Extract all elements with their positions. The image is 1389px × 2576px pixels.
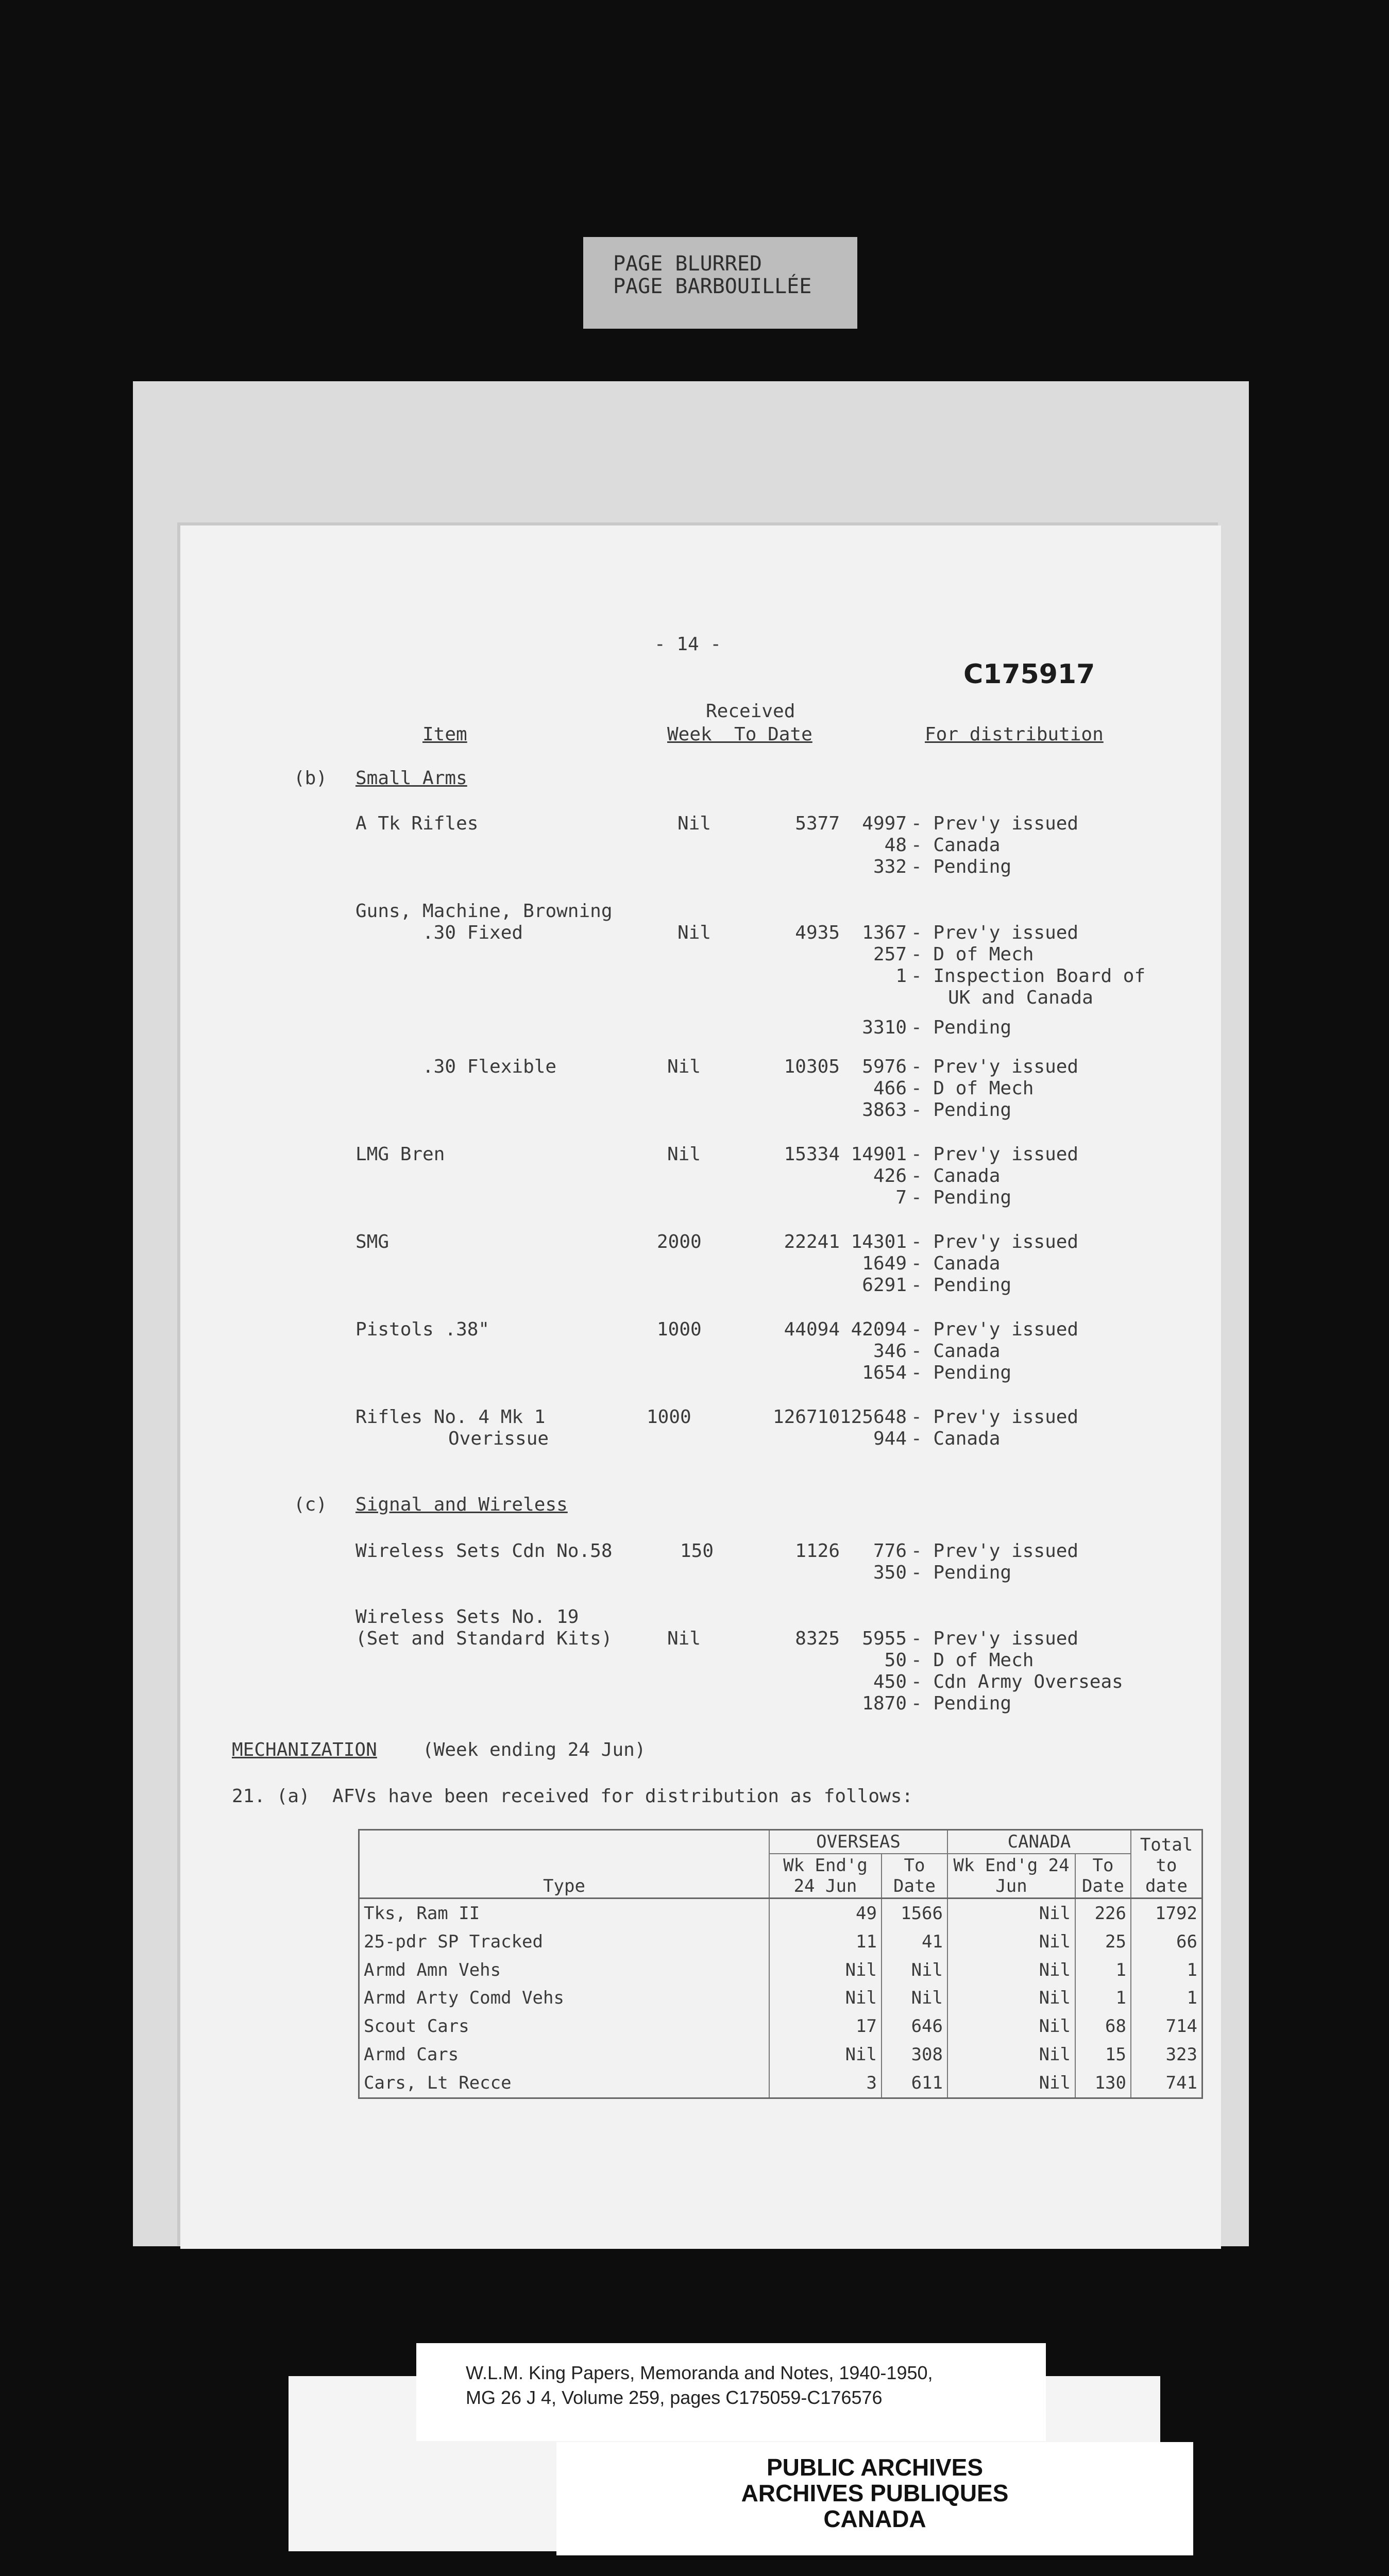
table-row bbox=[359, 1899, 1202, 1928]
item-label: SMG bbox=[355, 1231, 389, 1252]
week-value: Nil bbox=[667, 1144, 701, 1165]
dist-desc: - Pending bbox=[911, 856, 1012, 877]
dist-num: 14901 bbox=[851, 1144, 907, 1165]
dist-desc: - Cdn Army Overseas bbox=[911, 1671, 1123, 1692]
afv-cell: 41 bbox=[882, 1927, 947, 1956]
dist-desc: - Pending bbox=[911, 1362, 1012, 1383]
week-value: Nil bbox=[667, 1628, 701, 1649]
afv-col-canada-to-date: To Date bbox=[1075, 1854, 1131, 1899]
dist-num: 257 bbox=[873, 944, 907, 965]
dist-num: 5955 bbox=[862, 1628, 907, 1649]
week-value: 2000 bbox=[657, 1231, 702, 1252]
dist-desc: - Pending bbox=[911, 1693, 1012, 1714]
afv-cell: Nil bbox=[947, 2041, 1075, 2069]
dist-num: 350 bbox=[873, 1562, 907, 1583]
afv-cell: 25 bbox=[1075, 1927, 1131, 1956]
blur-label-line2: PAGE BARBOUILLÉE bbox=[613, 275, 812, 298]
afv-cell: 1 bbox=[1075, 1984, 1131, 2012]
afv-cell: 17 bbox=[769, 2012, 882, 2041]
dist-num: 1367 bbox=[862, 922, 907, 943]
afv-type-cell: Cars, Lt Recce bbox=[364, 2073, 512, 2094]
to-date-value: 22241 bbox=[784, 1231, 840, 1252]
to-date-value: 4935 bbox=[795, 922, 840, 943]
item-label: LMG Bren bbox=[355, 1144, 445, 1165]
archives-line2: ARCHIVES PUBLIQUES bbox=[741, 2480, 1009, 2506]
dist-desc: - Pending bbox=[911, 1187, 1012, 1208]
citation-line1: W.L.M. King Papers, Memoranda and Notes, 1940-1950, bbox=[466, 2362, 933, 2383]
header-received: Received bbox=[706, 701, 795, 722]
afv-cell: Nil bbox=[947, 2069, 1075, 2098]
archives-line3: CANADA bbox=[823, 2505, 926, 2532]
dist-desc: - Canada bbox=[911, 1341, 1001, 1362]
dist-num: 3310 bbox=[862, 1017, 907, 1038]
to-date-value: 44094 bbox=[784, 1319, 840, 1340]
afv-cell: Nil bbox=[769, 1984, 882, 2012]
afv-table bbox=[358, 1829, 1203, 2099]
afv-col-canada-wk: Wk End'g 24 Jun bbox=[947, 1854, 1075, 1899]
table-row bbox=[359, 1984, 1202, 2012]
dist-num: 332 bbox=[873, 856, 907, 877]
item-label: Guns, Machine, Browning bbox=[355, 901, 613, 922]
afv-cell: 646 bbox=[882, 2012, 947, 2041]
afv-cell: Nil bbox=[947, 1899, 1075, 1928]
dist-num: 450 bbox=[873, 1671, 907, 1692]
dist-desc: - D of Mech bbox=[911, 1650, 1034, 1671]
dist-desc: - Canada bbox=[911, 1253, 1001, 1274]
table-row bbox=[359, 1927, 1202, 1956]
section-c-letter: (c) bbox=[294, 1494, 328, 1515]
afv-cell: 66 bbox=[1131, 1927, 1202, 1956]
afv-cell: Nil bbox=[769, 1956, 882, 1984]
item-sublabel: .30 Fixed bbox=[422, 922, 523, 943]
afv-cell: 49 bbox=[769, 1899, 882, 1928]
document-page bbox=[180, 526, 1221, 2249]
afv-type-cell: Armd Amn Vehs bbox=[364, 1959, 501, 1980]
dist-desc: - Canada bbox=[911, 835, 1001, 856]
dist-desc: - Prev'y issued bbox=[911, 1319, 1079, 1340]
dist-desc: - Pending bbox=[911, 1275, 1012, 1296]
item-label: .30 Flexible bbox=[422, 1056, 557, 1077]
dist-num: 125648 bbox=[839, 1406, 907, 1428]
afv-cell: Nil bbox=[769, 2041, 882, 2069]
dist-num: 1 bbox=[895, 965, 907, 987]
afv-cell: 1 bbox=[1131, 1984, 1202, 2012]
afv-cell: 714 bbox=[1131, 2012, 1202, 2041]
item-label: Wireless Sets Cdn No.58 bbox=[355, 1540, 613, 1562]
week-value: 150 bbox=[680, 1540, 714, 1562]
dist-desc: - Pending bbox=[911, 1099, 1012, 1121]
week-value: 1000 bbox=[647, 1406, 691, 1428]
item-label: Pistols .38" bbox=[355, 1319, 490, 1340]
afv-col-overseas: OVERSEAS bbox=[769, 1830, 947, 1854]
afv-cell: 741 bbox=[1131, 2069, 1202, 2098]
dist-desc: - Pending bbox=[911, 1562, 1012, 1583]
table-row bbox=[359, 1956, 1202, 1984]
page-blurred-label bbox=[583, 237, 857, 329]
afv-cell: Nil bbox=[882, 1984, 947, 2012]
to-date-value: 1126 bbox=[795, 1540, 840, 1562]
archive-stamp: C175917 bbox=[963, 659, 1095, 690]
afv-cell: Nil bbox=[947, 2012, 1075, 2041]
mechanization-subtitle: (Week ending 24 Jun) bbox=[422, 1739, 646, 1760]
to-date-value: 5377 bbox=[795, 813, 840, 834]
dist-num: 14301 bbox=[851, 1231, 907, 1252]
dist-desc: - D of Mech bbox=[911, 1078, 1034, 1099]
afv-cell: 323 bbox=[1131, 2041, 1202, 2069]
dist-desc: - Prev'y issued bbox=[911, 1406, 1079, 1428]
afv-col-type: Type bbox=[359, 1830, 770, 1899]
dist-desc: - Prev'y issued bbox=[911, 813, 1079, 834]
paragraph-21a: 21. (a) AFVs have been received for distribution as follows: bbox=[232, 1786, 913, 1807]
dist-num: 1649 bbox=[862, 1253, 907, 1274]
dist-num: 7 bbox=[895, 1187, 907, 1208]
dist-num: 3863 bbox=[862, 1099, 907, 1121]
dist-desc: - Prev'y issued bbox=[911, 922, 1079, 943]
dist-desc: - Canada bbox=[911, 1165, 1001, 1187]
dist-num: 4997 bbox=[862, 813, 907, 834]
afv-cell: 308 bbox=[882, 2041, 947, 2069]
afv-cell: Nil bbox=[947, 1927, 1075, 1956]
blur-label-line1: PAGE BLURRED bbox=[613, 252, 762, 276]
table-row bbox=[359, 2041, 1202, 2069]
week-value: Nil bbox=[667, 1056, 701, 1077]
afv-cell: 226 bbox=[1075, 1899, 1131, 1928]
afv-cell: 11 bbox=[769, 1927, 882, 1956]
dist-desc: UK and Canada bbox=[948, 987, 1093, 1008]
dist-num: 6291 bbox=[862, 1275, 907, 1296]
dist-num: 466 bbox=[873, 1078, 907, 1099]
citation-label bbox=[416, 2343, 1046, 2441]
dist-num: 1654 bbox=[862, 1362, 907, 1383]
afv-type-cell: Armd Cars bbox=[364, 2044, 459, 2065]
item-label: Rifles No. 4 Mk 1 bbox=[355, 1406, 546, 1428]
section-b-title: Small Arms bbox=[355, 768, 467, 789]
dist-desc: - Canada bbox=[911, 1428, 1001, 1449]
dist-num: 1870 bbox=[862, 1693, 907, 1714]
afv-col-overseas-to-date: To Date bbox=[882, 1854, 947, 1899]
section-b-letter: (b) bbox=[294, 768, 328, 789]
afv-col-total: Total to date bbox=[1131, 1830, 1202, 1899]
afv-cell: 611 bbox=[882, 2069, 947, 2098]
item-sublabel: (Set and Standard Kits) bbox=[355, 1628, 613, 1649]
afv-cell: 1 bbox=[1131, 1956, 1202, 1984]
archives-line1: PUBLIC ARCHIVES bbox=[767, 2454, 983, 2481]
afv-cell: Nil bbox=[882, 1956, 947, 1984]
public-archives-label bbox=[556, 2442, 1193, 2555]
dist-desc: - Prev'y issued bbox=[911, 1144, 1079, 1165]
page-number: - 14 - bbox=[654, 634, 722, 655]
item-sublabel: Overissue bbox=[448, 1428, 549, 1449]
afv-cell: 1 bbox=[1075, 1956, 1131, 1984]
week-value: Nil bbox=[677, 813, 712, 834]
afv-type-cell: Armd Arty Comd Vehs bbox=[364, 1988, 564, 2009]
week-value: 1000 bbox=[657, 1319, 702, 1340]
dist-num: 426 bbox=[873, 1165, 907, 1187]
afv-col-canada: CANADA bbox=[947, 1830, 1131, 1854]
dist-desc: - D of Mech bbox=[911, 944, 1034, 965]
afv-cell: 1566 bbox=[882, 1899, 947, 1928]
dist-num: 776 bbox=[873, 1540, 907, 1562]
week-value: Nil bbox=[677, 922, 712, 943]
mechanization-title: MECHANIZATION bbox=[232, 1739, 377, 1760]
item-label: Wireless Sets No. 19 bbox=[355, 1606, 579, 1628]
dist-desc: - Prev'y issued bbox=[911, 1056, 1079, 1077]
afv-cell: 130 bbox=[1075, 2069, 1131, 2098]
afv-type-cell: Tks, Ram II bbox=[364, 1903, 480, 1924]
to-date-value: 15334 bbox=[784, 1144, 840, 1165]
dist-desc: - Prev'y issued bbox=[911, 1231, 1079, 1252]
afv-cell: Nil bbox=[947, 1984, 1075, 2012]
afv-cell: Nil bbox=[947, 1956, 1075, 1984]
afv-type-cell: Scout Cars bbox=[364, 2016, 469, 2037]
afv-type-cell: 25-pdr SP Tracked bbox=[364, 1931, 543, 1952]
item-label: A Tk Rifles bbox=[355, 813, 479, 834]
dist-num: 346 bbox=[873, 1341, 907, 1362]
header-item: Item bbox=[422, 724, 467, 745]
header-distribution: For distribution bbox=[925, 724, 1104, 745]
afv-cell: 15 bbox=[1075, 2041, 1131, 2069]
dist-desc: - Inspection Board of bbox=[911, 965, 1146, 987]
to-date-value: 8325 bbox=[795, 1628, 840, 1649]
dist-desc: - Prev'y issued bbox=[911, 1540, 1079, 1562]
afv-col-overseas-wk: Wk End'g 24 Jun bbox=[769, 1854, 882, 1899]
table-row bbox=[359, 2069, 1202, 2098]
afv-cell: 68 bbox=[1075, 2012, 1131, 2041]
dist-num: 944 bbox=[873, 1428, 907, 1449]
table-row bbox=[359, 2012, 1202, 2041]
header-week-to-date: Week To Date bbox=[667, 724, 812, 745]
afv-cell: 3 bbox=[769, 2069, 882, 2098]
dist-desc: - Pending bbox=[911, 1017, 1012, 1038]
to-date-value: 10305 bbox=[784, 1056, 840, 1077]
dist-num: 5976 bbox=[862, 1056, 907, 1077]
to-date-value: 126710 bbox=[772, 1406, 840, 1428]
section-c-title: Signal and Wireless bbox=[355, 1494, 568, 1515]
dist-num: 42094 bbox=[851, 1319, 907, 1340]
dist-num: 48 bbox=[884, 835, 907, 856]
dist-num: 50 bbox=[884, 1650, 907, 1671]
dist-desc: - Prev'y issued bbox=[911, 1628, 1079, 1649]
afv-cell: 1792 bbox=[1131, 1899, 1202, 1928]
citation-line2: MG 26 J 4, Volume 259, pages C175059-C176576 bbox=[466, 2387, 883, 2408]
